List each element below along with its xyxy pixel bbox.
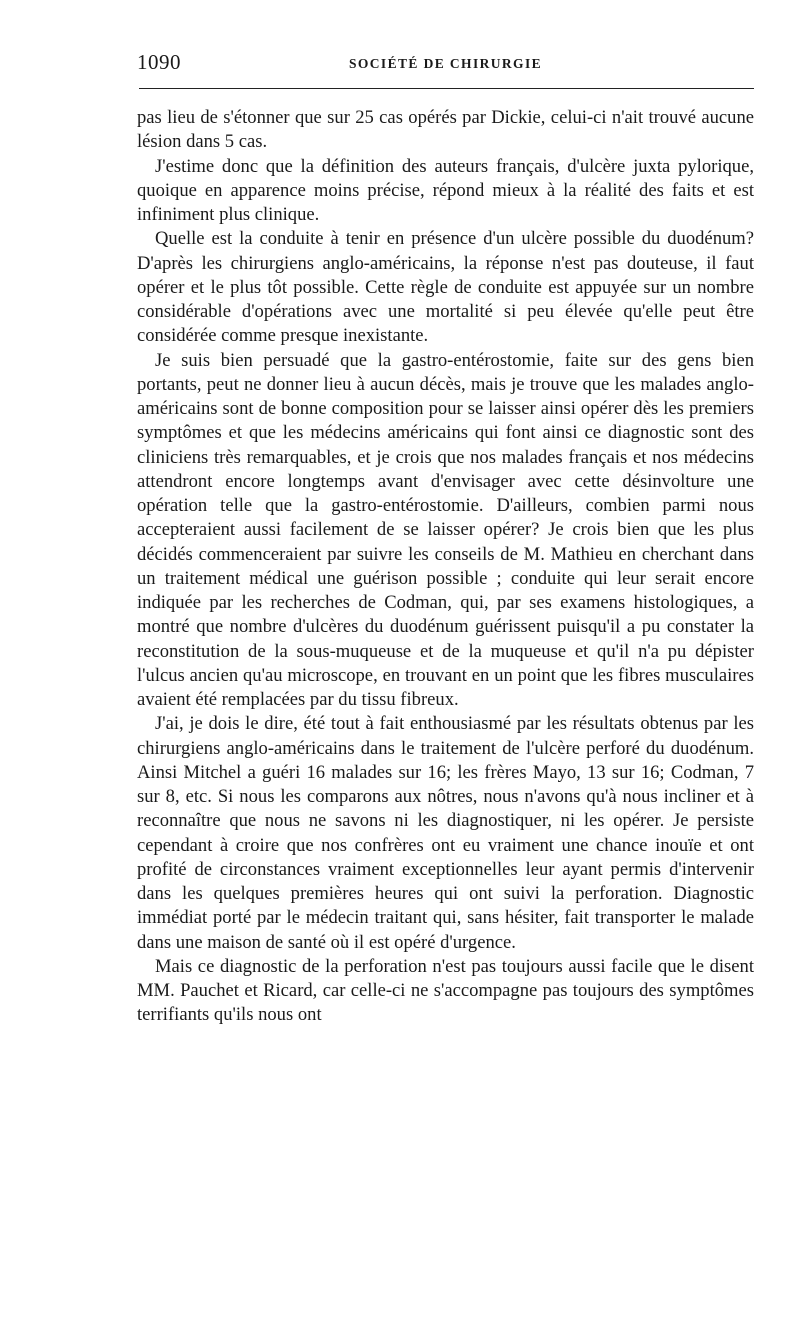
paragraph: Quelle est la conduite à tenir en présence d'un ulcère possible du duodénum? D'après les chirurgiens anglo-américains, la réponse n'est pas douteuse, il faut opérer et le plus tôt possible. Cette règle de conduite est appuyée sur un nombre considérable d'opérations avec une mortalité si peu élevée qu'elle peut être considérée comme presque inexistante.: [137, 228, 754, 347]
paragraph: Je suis bien persuadé que la gastro-entérostomie, faite sur des gens bien portants, peut ne donner lieu à aucun décès, mais je trouve que les malades anglo-américains sont de bonne composition pour se laisser ainsi opérer dès les premiers symptômes et que les médecins américains qui font ainsi ce diagnostic sont des cliniciens très remarquables, et je crois que nos malades français et nos médecins attendront encore longtemps avant d'envisager avec cette désinvolture une opération telle que la gastro-entérostomie. D'ailleurs, combien parmi nous accepteraient aussi facilement de se laisser opérer? Je crois bien que les plus décidés commenceraient par suivre les conseils de M. Mathieu en cherchant dans un traitement médical une guérison possible ; conduite qui leur serait encore indiquée par les recherches de Codman, qui, par ses examens histologiques, a montré que nombre d'ulcères du duodénum guérissent puisqu'il a pu constater la reconstitution de la sous-muqueuse et de la muqueuse et qu'il n'a pu dépister l'ulcus ancien qu'au microscope, en trouvant en un point que les fibres musculaires avaient été remplacées par du tissu fibreux.: [137, 349, 754, 710]
paragraph: J'estime donc que la définition des auteurs français, d'ulcère juxta pylorique, quoique en apparence moins précise, répond mieux à la réalité des faits et est infiniment plus clinique.: [137, 155, 754, 225]
page-number: 1090: [137, 50, 181, 74]
header-rule: [139, 88, 754, 89]
paragraph: Mais ce diagnostic de la perforation n'est pas toujours aussi facile que le disent MM. Pauchet et Ricard, car celle-ci ne s'accompagne pas toujours des symptômes terrifiants qu'ils nous ont: [137, 955, 754, 1026]
running-title: SOCIÉTÉ DE CHIRURGIE: [348, 56, 543, 71]
book-page: [137, 48, 754, 1028]
paragraph: J'ai, je dois le dire, été tout à fait enthousiasmé par les résultats obtenus par les chirurgiens anglo-américains dans le traitement de l'ulcère perforé du duodénum. Ainsi Mitchel a guéri 16 malades sur 16; les frères Mayo, 13 sur 16; Codman, 7 sur 8, etc. Si nous les comparons aux nôtres, nous n'avons qu'à nous incliner et à reconnaître que nous ne savons ni les diagnostiquer, ni les opérer. Je persiste cependant à croire que nos confrères ont eu vraiment une chance inouïe et ont profité de circonstances vraiment exceptionnelles leur ayant permis d'intervenir dans les quelques premières heures qui ont suivi la perforation. Diagnostic immédiat porté par le médecin traitant qui, sans hésiter, fait transporter le malade dans une maison de santé où il est opéré d'urgence.: [137, 713, 754, 953]
paragraph: pas lieu de s'étonner que sur 25 cas opérés par Dickie, celui-ci n'ait trouvé aucune lésion dans 5 cas.: [137, 107, 754, 153]
running-head: [137, 48, 754, 78]
body-text: [137, 106, 754, 1028]
